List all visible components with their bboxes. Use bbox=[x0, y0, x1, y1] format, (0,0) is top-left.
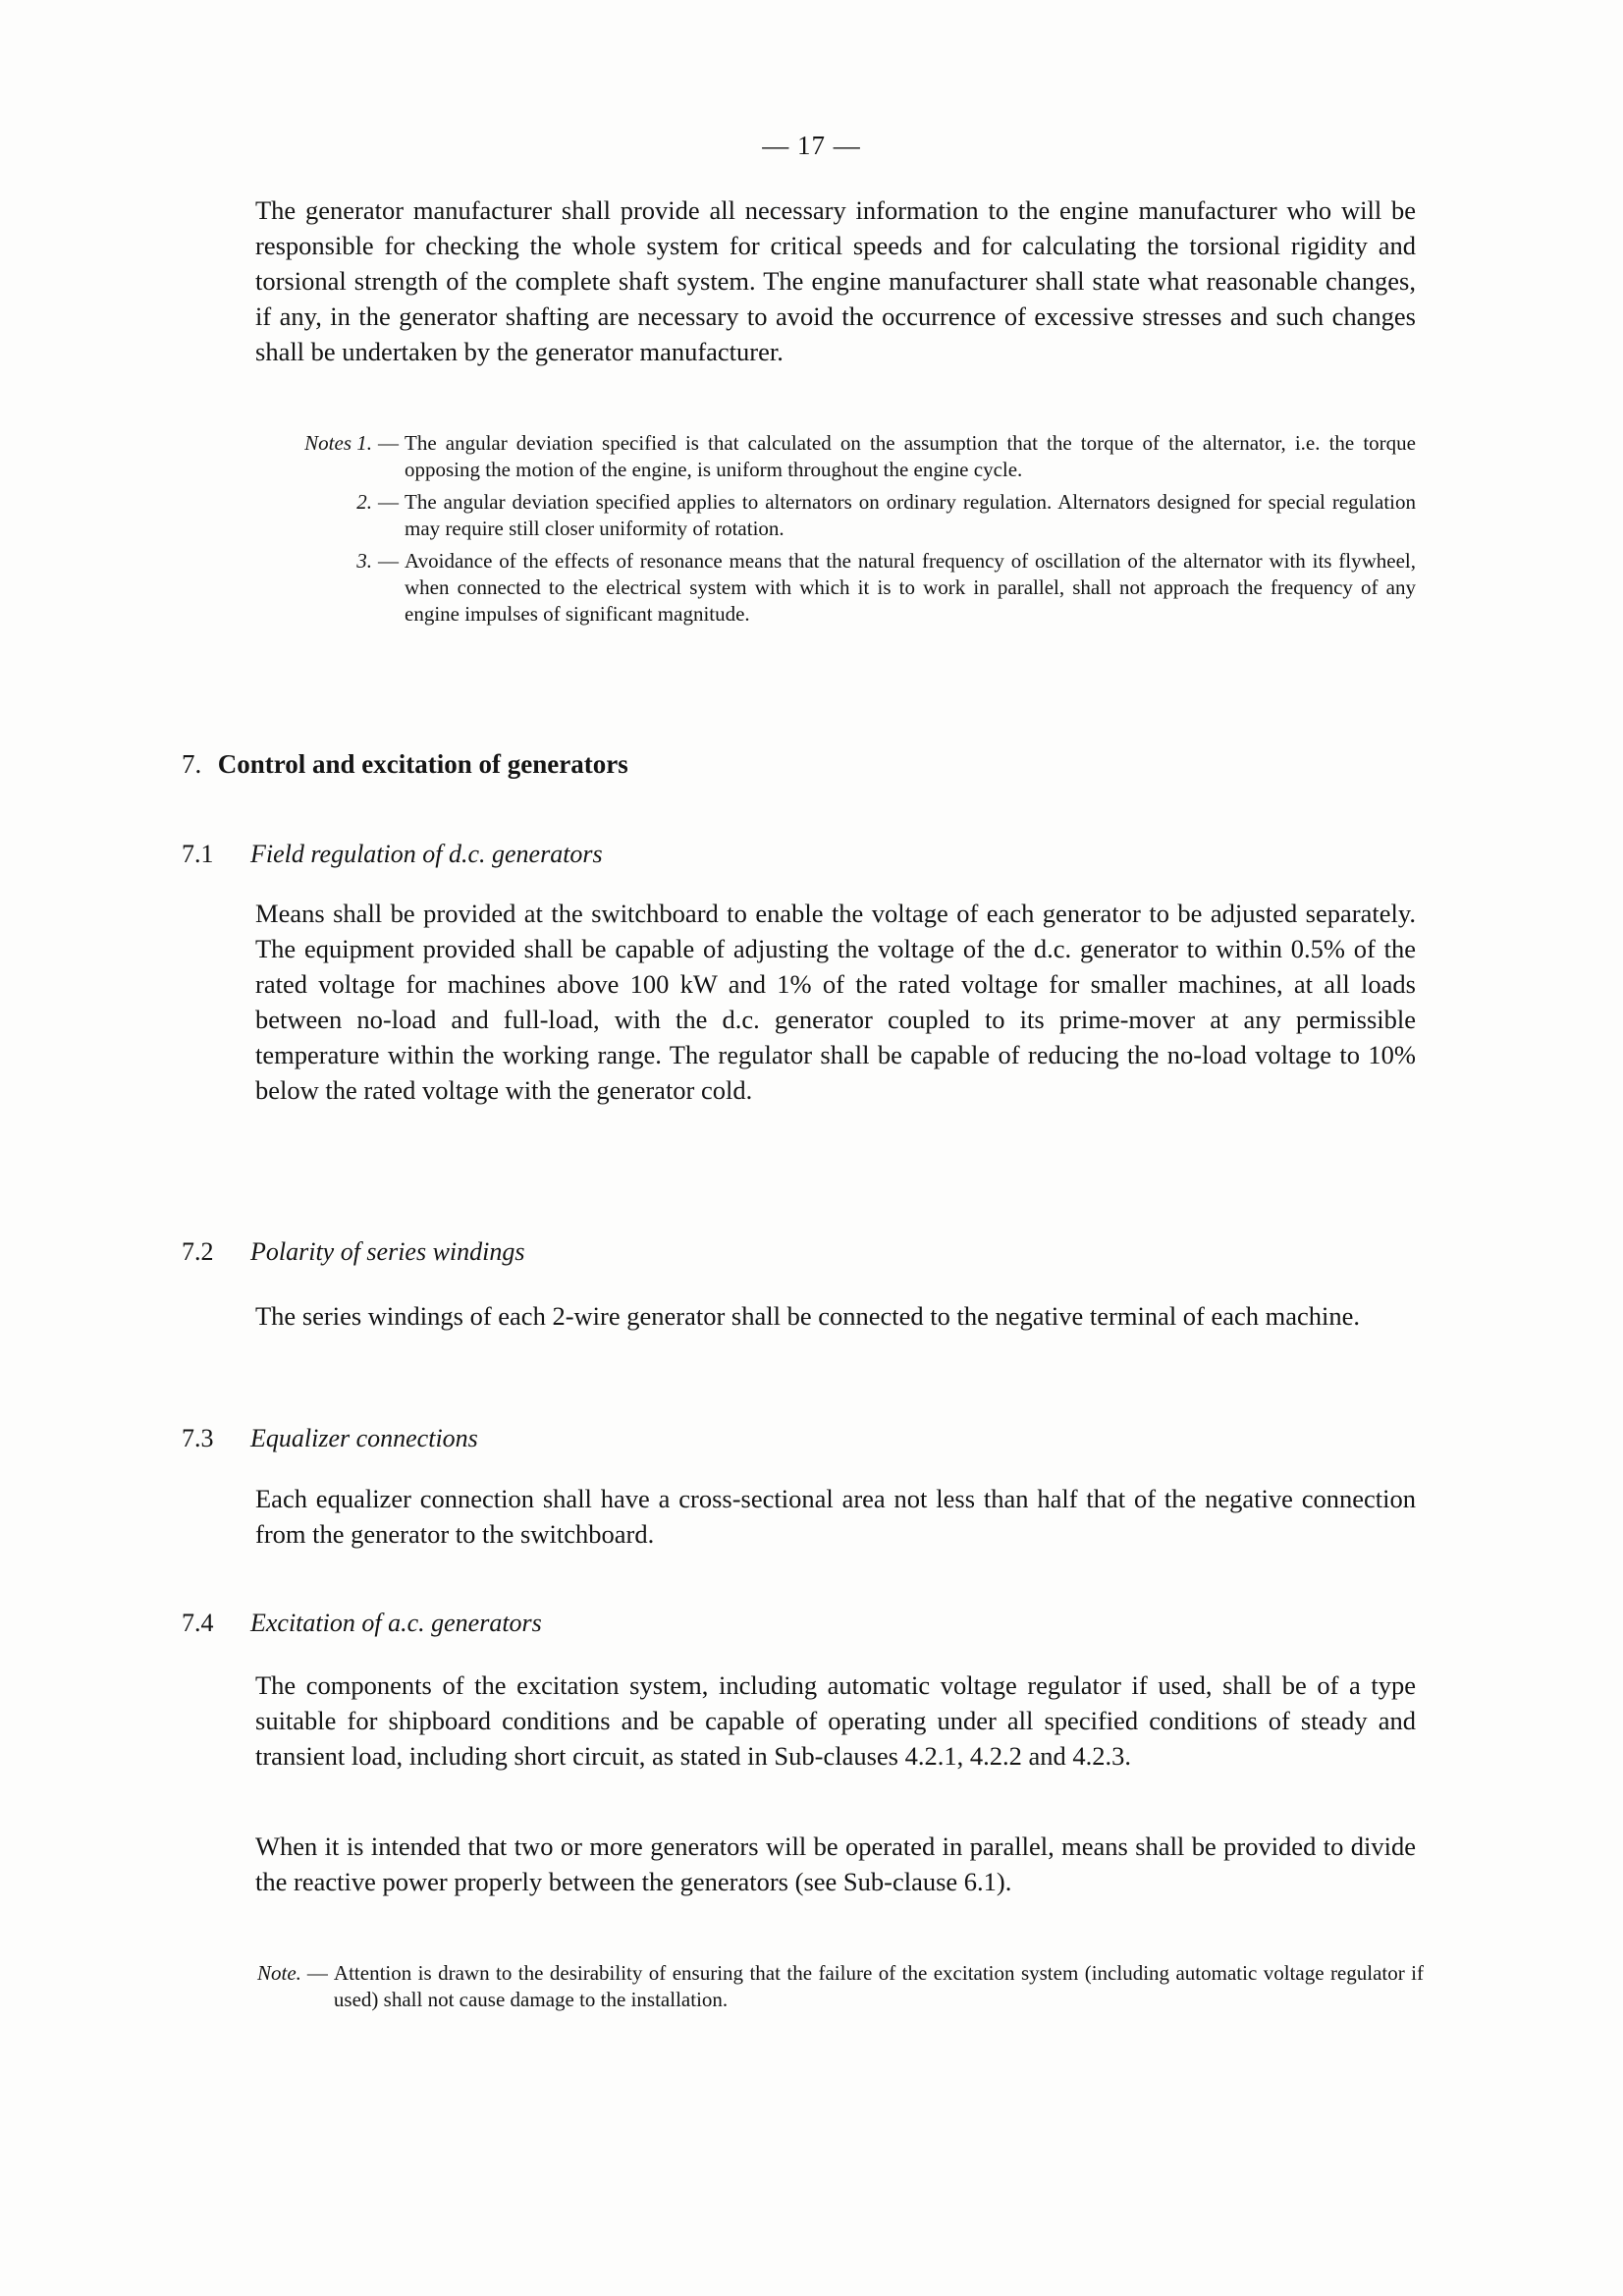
page-number: — 17 — bbox=[762, 131, 861, 160]
subsection-number: 7.1 bbox=[182, 840, 214, 868]
subsection-paragraph: Each equalizer connection shall have a cross-sectional area not less than half that of the negative connection from the generator to the switchboard. bbox=[255, 1484, 1416, 1549]
subsection-heading bbox=[182, 1424, 478, 1453]
subsection-paragraph: Means shall be provided at the switchboard to enable the voltage of each generator to be adjusted separately. The equipment provided shall be capable of adjusting the voltage of the d.c. generator to within 0.5% of the rated voltage for machines above 100 kW and 1% of the rated voltage for smaller machines, at all loads between no-load and full-load, with the d.c. generator coupled to its prime-mover at any permissible temperature within the working range. The regulator shall be capable of reducing the no-load voltage to 10% below the rated voltage with the generator cold. bbox=[255, 899, 1416, 1105]
subsection-number: 7.4 bbox=[182, 1609, 214, 1637]
subsection-paragraph: The components of the excitation system, including automatic voltage regulator if used, shall be of a type suitable for shipboard conditions and be capable of operating under all specified conditions of steady and transient load, including short circuit, as stated in Sub-clauses 4.2.1, 4.2.2 and 4.2.3. bbox=[255, 1670, 1416, 1771]
note-dash: — bbox=[378, 490, 399, 514]
subsection-title: Polarity of series windings bbox=[250, 1237, 525, 1266]
note-item bbox=[257, 489, 1416, 542]
notes-word: Notes bbox=[304, 431, 352, 455]
subsection-title: Equalizer connections bbox=[250, 1424, 478, 1452]
notes-block bbox=[257, 430, 1416, 633]
subsection-number: 7.3 bbox=[182, 1424, 214, 1452]
note-dash: — bbox=[378, 549, 399, 573]
subsection-heading bbox=[182, 1237, 525, 1267]
note-label bbox=[257, 548, 372, 628]
subsection-paragraph: The series windings of each 2-wire generator shall be connected to the negative terminal of each machine. bbox=[255, 1301, 1361, 1331]
final-note-text: Attention is drawn to the desirability of ensuring that the failure of the excitation system (including automatic voltage regulator if used) shall not cause damage to the installation. bbox=[333, 1961, 1424, 2011]
subsection-number: 7.2 bbox=[182, 1237, 214, 1266]
note-number: 1. bbox=[356, 431, 372, 455]
subsection-heading bbox=[182, 840, 603, 869]
note-label bbox=[257, 430, 372, 483]
note-text: The angular deviation specified is that calculated on the assumption that the torque of the alternator, i.e. the torque opposing the motion of the engine, is uniform throughout the engine cycle. bbox=[405, 431, 1416, 481]
final-note-label: Note. bbox=[257, 1961, 301, 1985]
note-text: The angular deviation specified applies to alternators on ordinary regulation. Alternators designed for special regulation may require still closer uniformity of rotation. bbox=[405, 490, 1416, 540]
subsection-paragraph: When it is intended that two or more generators will be operated in parallel, means shall be provided to divide the reactive power properly between the generators (see Sub-clause 6.1). bbox=[255, 1831, 1416, 1896]
note-dash: — bbox=[306, 1961, 328, 1985]
note-text: Avoidance of the effects of resonance means that the natural frequency of oscillation of the alternator with its flywheel, when connected to the electrical system with which it is to work in parallel, shall not approach the frequency of any engine impulses of significant magnitude. bbox=[405, 549, 1416, 626]
note-number: 2. bbox=[356, 490, 372, 514]
subsection-title: Field regulation of d.c. generators bbox=[250, 840, 603, 868]
subsection-heading bbox=[182, 1609, 542, 1638]
subsection-title: Excitation of a.c. generators bbox=[250, 1609, 542, 1637]
note-item bbox=[257, 548, 1416, 628]
section-heading bbox=[182, 749, 628, 780]
final-note bbox=[257, 1960, 1424, 2013]
section-number: 7. bbox=[182, 749, 202, 779]
intro-paragraph: The generator manufacturer shall provide all necessary information to the engine manufacturer who will be responsible for checking the whole system for critical speeds and for calculating the torsional rigidity and torsional strength of the complete shaft system. The engine manufacturer shall state what reasonable changes, if any, in the generator shafting are necessary to avoid the occurrence of excessive stresses and such changes shall be undertaken by the generator manufacturer. bbox=[255, 195, 1416, 366]
note-item bbox=[257, 430, 1416, 483]
note-number: 3. bbox=[356, 549, 372, 573]
section-title: Control and excitation of generators bbox=[217, 749, 628, 779]
note-dash: — bbox=[378, 431, 399, 455]
note-label bbox=[257, 489, 372, 542]
